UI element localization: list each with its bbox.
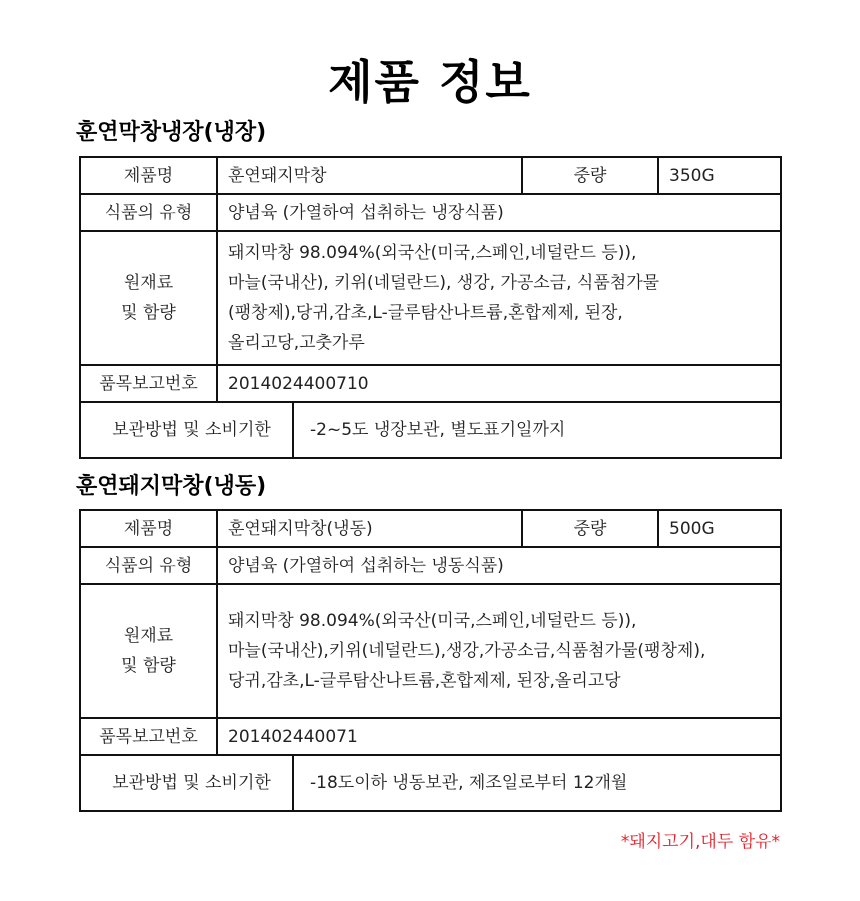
weight-value: 350G xyxy=(658,157,781,194)
ingredients-label-line: 원재료 xyxy=(123,626,174,646)
page-title: 제품 정보 xyxy=(328,55,532,109)
storage-value: -2~5도 냉장보관, 별도표기일까지 xyxy=(310,420,566,440)
ingredients-line: 돼지막창 98.094%(외국산(미국,스페인,네덜란드 등)), xyxy=(228,611,637,631)
row-ingredients xyxy=(80,231,781,365)
ingredients-value xyxy=(217,231,781,365)
row-report-number xyxy=(80,365,781,402)
section-title-chilled: 훈연막창냉장(냉장) xyxy=(76,120,267,145)
ingredients-value xyxy=(217,584,781,718)
report-number-label: 품목보고번호 xyxy=(80,365,217,402)
ingredients-label-line: 원재료 xyxy=(123,273,174,293)
report-number-label: 품목보고번호 xyxy=(80,718,217,755)
row-food-type xyxy=(80,194,781,231)
ingredients-line: (팽창제),당귀,감초,L-글루탐산나트륨,혼합제제, 된장, xyxy=(228,303,623,323)
storage-cell xyxy=(80,755,781,811)
ingredients-label-line: 및 함량 xyxy=(121,656,176,676)
row-report-number xyxy=(80,718,781,755)
row-ingredients xyxy=(80,584,781,718)
ingredients-label xyxy=(80,584,217,718)
row-product-name xyxy=(80,157,781,194)
weight-label: 중량 xyxy=(522,157,658,194)
food-type-label: 식품의 유형 xyxy=(80,547,217,584)
row-food-type xyxy=(80,547,781,584)
product-info-table-frozen xyxy=(79,509,782,812)
row-storage xyxy=(80,755,781,811)
ingredients-line: 돼지막창 98.094%(외국산(미국,스페인,네덜란드 등)), xyxy=(228,243,637,263)
ingredients-line: 올리고당,고춧가루 xyxy=(228,333,365,353)
ingredients-line: 마늘(국내산),키위(네덜란드),생강,가공소금,식품첨가물(팽창제), xyxy=(228,641,706,661)
section-title-frozen: 훈연돼지막창(냉동) xyxy=(76,474,267,499)
product-name-value: 훈연돼지막창 xyxy=(217,157,522,194)
storage-label: 보관방법 및 소비기한 xyxy=(91,403,294,457)
product-name-value: 훈연돼지막창(냉동) xyxy=(217,510,522,547)
weight-value: 500G xyxy=(658,510,781,547)
report-number-value: 201402440071 xyxy=(217,718,781,755)
product-name-label: 제품명 xyxy=(80,510,217,547)
row-product-name xyxy=(80,510,781,547)
ingredients-line: 당귀,감초,L-글루탐산나트륨,혼합제제, 된장,올리고당 xyxy=(228,671,621,691)
ingredients-line: 마늘(국내산), 키위(네덜란드), 생강, 가공소금, 식품첨가물 xyxy=(228,273,660,293)
row-storage xyxy=(80,402,781,458)
ingredients-label-line: 및 함량 xyxy=(121,303,176,323)
food-type-value: 양념육 (가열하여 섭취하는 냉동식품) xyxy=(217,547,781,584)
ingredients-label xyxy=(80,231,217,365)
storage-value: -18도이하 냉동보관, 제조일로부터 12개월 xyxy=(310,773,628,793)
weight-label: 중량 xyxy=(522,510,658,547)
storage-label: 보관방법 및 소비기한 xyxy=(91,756,294,810)
product-info-table-chilled xyxy=(79,156,782,459)
report-number-value: 2014024400710 xyxy=(217,365,781,402)
food-type-label: 식품의 유형 xyxy=(80,194,217,231)
allergen-note: *돼지고기,대두 함유* xyxy=(620,832,780,852)
product-name-label: 제품명 xyxy=(80,157,217,194)
storage-cell xyxy=(80,402,781,458)
food-type-value: 양념육 (가열하여 섭취하는 냉장식품) xyxy=(217,194,781,231)
